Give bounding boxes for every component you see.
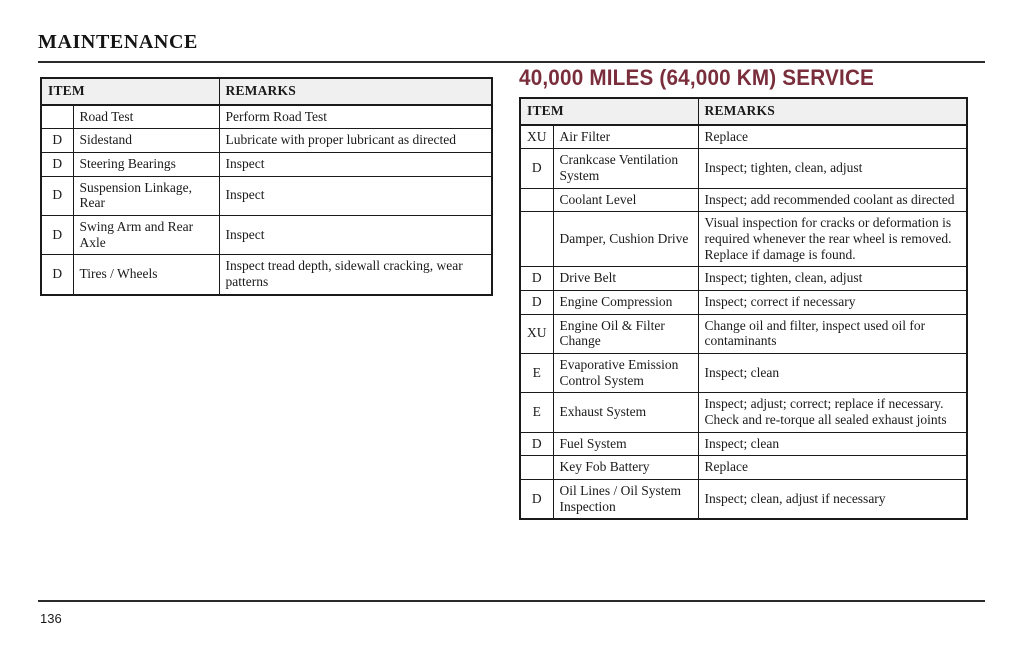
cell-item: Engine Oil & Filter Change [553,314,698,353]
table-row [520,125,967,149]
cell-remarks: Inspect tread depth, sidewall cracking, wear patterns [219,255,492,295]
right-column [519,66,968,520]
cell-item: Steering Bearings [73,152,219,176]
cell-item: Swing Arm and Rear Axle [73,215,219,254]
table-header-row [520,98,967,125]
table-row [520,393,967,432]
cell-remarks: Inspect; tighten, clean, adjust [698,267,967,291]
cell-code: D [520,432,553,456]
cell-remarks: Change oil and filter, inspect used oil for contaminants [698,314,967,353]
table-row [520,432,967,456]
cell-code: E [520,353,553,392]
table-head [520,98,967,125]
cell-remarks: Lubricate with proper lubricant as directed [219,129,492,153]
cell-code: XU [520,314,553,353]
table-body [41,105,492,295]
cell-code [520,456,553,480]
cell-item: Crankcase Ventilation System [553,149,698,188]
table-row [520,353,967,392]
cell-item: Evaporative Emission Control System [553,353,698,392]
column-header-remarks: REMARKS [219,78,492,105]
cell-code: D [520,267,553,291]
cell-item: Drive Belt [553,267,698,291]
cell-item: Damper, Cushion Drive [553,212,698,267]
header-rule [38,61,985,63]
cell-code: E [520,393,553,432]
table-row [41,129,492,153]
cell-code: D [520,291,553,315]
cell-code [41,105,73,129]
cell-remarks: Inspect; clean [698,432,967,456]
table-row [41,105,492,129]
cell-item: Fuel System [553,432,698,456]
cell-item: Tires / Wheels [73,255,219,295]
cell-code: D [520,479,553,519]
cell-item: Engine Compression [553,291,698,315]
cell-item: Key Fob Battery [553,456,698,480]
cell-item: Sidestand [73,129,219,153]
table-row [520,188,967,212]
table-row [520,149,967,188]
footer-rule [38,600,985,602]
table-row [41,176,492,215]
cell-remarks: Inspect; adjust; correct; replace if necessary. Check and re-torque all sealed exhaust joints [698,393,967,432]
cell-remarks: Visual inspection for cracks or deformation is required whenever the rear wheel is removed. Replace if damage is found. [698,212,967,267]
left-column [40,77,493,296]
table-row [520,291,967,315]
table-row [41,152,492,176]
cell-remarks: Inspect; correct if necessary [698,291,967,315]
cell-item: Oil Lines / Oil System Inspection [553,479,698,519]
table-row [520,479,967,519]
service-interval-heading: 40,000 MILES (64,000 KM) SERVICE [519,65,875,90]
cell-item: Coolant Level [553,188,698,212]
cell-remarks: Inspect [219,152,492,176]
table-row [520,267,967,291]
cell-code [520,212,553,267]
cell-item: Road Test [73,105,219,129]
cell-code: D [41,255,73,295]
table-header-row [41,78,492,105]
page-title: MAINTENANCE [38,31,198,53]
cell-item: Suspension Linkage, Rear [73,176,219,215]
cell-item: Air Filter [553,125,698,149]
table-row [520,314,967,353]
page-number: 136 [40,611,62,626]
cell-remarks: Replace [698,456,967,480]
cell-code: D [520,149,553,188]
cell-remarks: Inspect; clean, adjust if necessary [698,479,967,519]
column-header-item: ITEM [41,78,219,105]
table-row [520,212,967,267]
cell-remarks: Inspect [219,176,492,215]
maintenance-table-right [519,97,968,520]
cell-remarks: Inspect; add recommended coolant as directed [698,188,967,212]
cell-code: XU [520,125,553,149]
table-row [41,255,492,295]
cell-remarks: Inspect; tighten, clean, adjust [698,149,967,188]
cell-code: D [41,176,73,215]
cell-item: Exhaust System [553,393,698,432]
table-head [41,78,492,105]
cell-code: D [41,152,73,176]
table-row [520,456,967,480]
cell-remarks: Inspect; clean [698,353,967,392]
column-header-item: ITEM [520,98,698,125]
table-body [520,125,967,519]
table-row [41,215,492,254]
cell-remarks: Replace [698,125,967,149]
maintenance-table-left [40,77,493,296]
cell-remarks: Inspect [219,215,492,254]
cell-code: D [41,129,73,153]
cell-remarks: Perform Road Test [219,105,492,129]
column-header-remarks: REMARKS [698,98,967,125]
cell-code [520,188,553,212]
cell-code: D [41,215,73,254]
